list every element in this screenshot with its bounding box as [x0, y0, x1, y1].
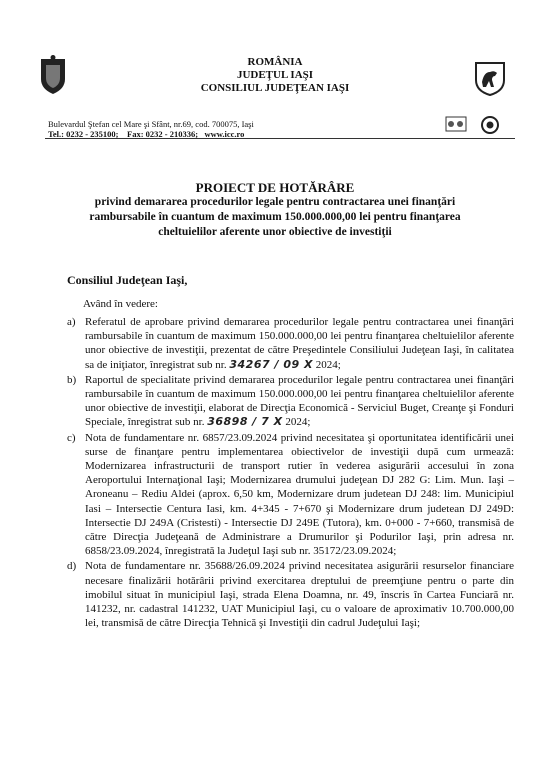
header-council: CONSILIUL JUDEŢEAN IAŞI — [200, 82, 350, 94]
certification-logo-icon — [445, 116, 467, 132]
header-divider — [45, 138, 515, 139]
handwritten-number: 34267 / 09 X — [229, 357, 313, 371]
handwritten-number: 36898 / 7 X — [207, 415, 283, 429]
header-phone: Tel.: 0232 - 235100; — [48, 129, 119, 139]
item-text: Raportul de specialitate privind demararea procedurilor legale pentru contractarea unei finanţări rambursabile în cuantum de maximum 150.000.000,00 lei pentru finanţarea cheltuielilor aferente unor obiective de investiţii, elaborat de Direcţia Economică - Serviciul Buget, Creanţe şi Fonduri Speciale, înregistrat sub nr. — [85, 373, 514, 429]
addressee: Consiliul Judeţean Iaşi, — [67, 273, 188, 287]
header-web-link[interactable]: www.icc.ro — [204, 129, 245, 139]
item-label: d) — [67, 560, 77, 573]
document-title: PROIECT DE HOTĂRÂRE — [195, 180, 355, 195]
intro-text: Având în vedere: — [83, 298, 158, 310]
header-country: ROMÂNIA — [247, 56, 303, 68]
list-item-c — [67, 431, 514, 559]
list-item-a — [67, 315, 514, 372]
item-suffix: 2024; — [285, 416, 311, 429]
header-fax: Fax: 0232 - 210336; — [127, 129, 199, 139]
item-label: c) — [67, 431, 76, 444]
header-address: Bulevardul Ştefan cel Mare şi Sfânt, nr.69, cod. 700075, Iaşi — [48, 119, 254, 129]
iasi-county-crest-icon — [474, 60, 506, 96]
item-label: a) — [67, 316, 76, 328]
header-county: JUDEŢUL IAŞI — [236, 69, 314, 81]
item-label: b) — [67, 373, 77, 386]
subtitle-line-3: cheltuielilor aferente unor obiective de investiţii — [158, 226, 392, 238]
subtitle-line-2: rambursabile în cuantum de maximum 150.000.000,00 lei pentru finanţarea — [89, 211, 461, 223]
item-text: Referatul de aprobare privind demararea procedurilor legale pentru contractarea unei finanţări rambursabile în cuantum de maximum 150.000.000,00 lei pentru finanţarea cheltuielilor aferente unor obiective de investiţii, prezentat de către Preşedintele Consiliului Judeţean Iaşi, în calitatea sa de iniţiator, înregistrat sub nr. — [85, 316, 514, 371]
romania-coat-of-arms-icon — [38, 55, 68, 95]
list-item-b — [67, 373, 514, 430]
item-suffix: 2024; — [315, 358, 341, 371]
subtitle-line-1: privind demararea procedurilor legale pentru contractarea unei finanţări — [94, 196, 456, 208]
list-item-d — [67, 559, 514, 630]
quality-seal-icon — [481, 116, 499, 134]
item-text: Nota de fundamentare nr. 6857/23.09.2024 privind necesitatea şi oportunitatea identificării unei surse de finanţare pentru implementarea obiectivelor de investiţii după cum urmează: Modernizarea infrastructurii de transport rutier în vederea asigurării accesului în zona Aeroportului Internaţional Iaşi; Modernizarea drumului judeţean DJ 282 G: Lim. Mun. Iaşi – Aroneanu – Rediu Aldei (aprox. 6,50 km, Modernizare drum judetean DJ 248: lim. Municipiul Iasi – Intersectie Centura Iasi, km. 4+345 - 7+670 şi Modernizare drum judetean DJ 249D: Intersectie DJ 249A (Cristesti) - Intersectie DJ 249E (Tutora), km. 0+000 - 7+660, transmisă de către Direcţia Judeţeană de Administrare a Drumurilor şi Podurilor Iaşi, prin adresa nr. 6858/23.09.2024, înregistrată la Judeţul Iaşi sub nr. 35172/23.09.2024; — [85, 431, 514, 558]
item-text: Nota de fundamentare nr. 35688/26.09.2024 privind necesitatea asigurării resurselor financiare necesare finalizării hotărârii privind exercitarea dreptului de preemţiune pentru o parte din imobilul situat în municipiul Iaşi, strada Elena Doamna, nr. 49, înscris în Cartea Funciară nr. 141232, nr. cadastral 141232, UAT Municipiul Iaşi, cu o valoare de aproximativ 10.700.000,00 lei, transmisă de către Direcţia Tehnică şi Investiţii din cadrul Judeţului Iaşi; — [85, 560, 514, 630]
